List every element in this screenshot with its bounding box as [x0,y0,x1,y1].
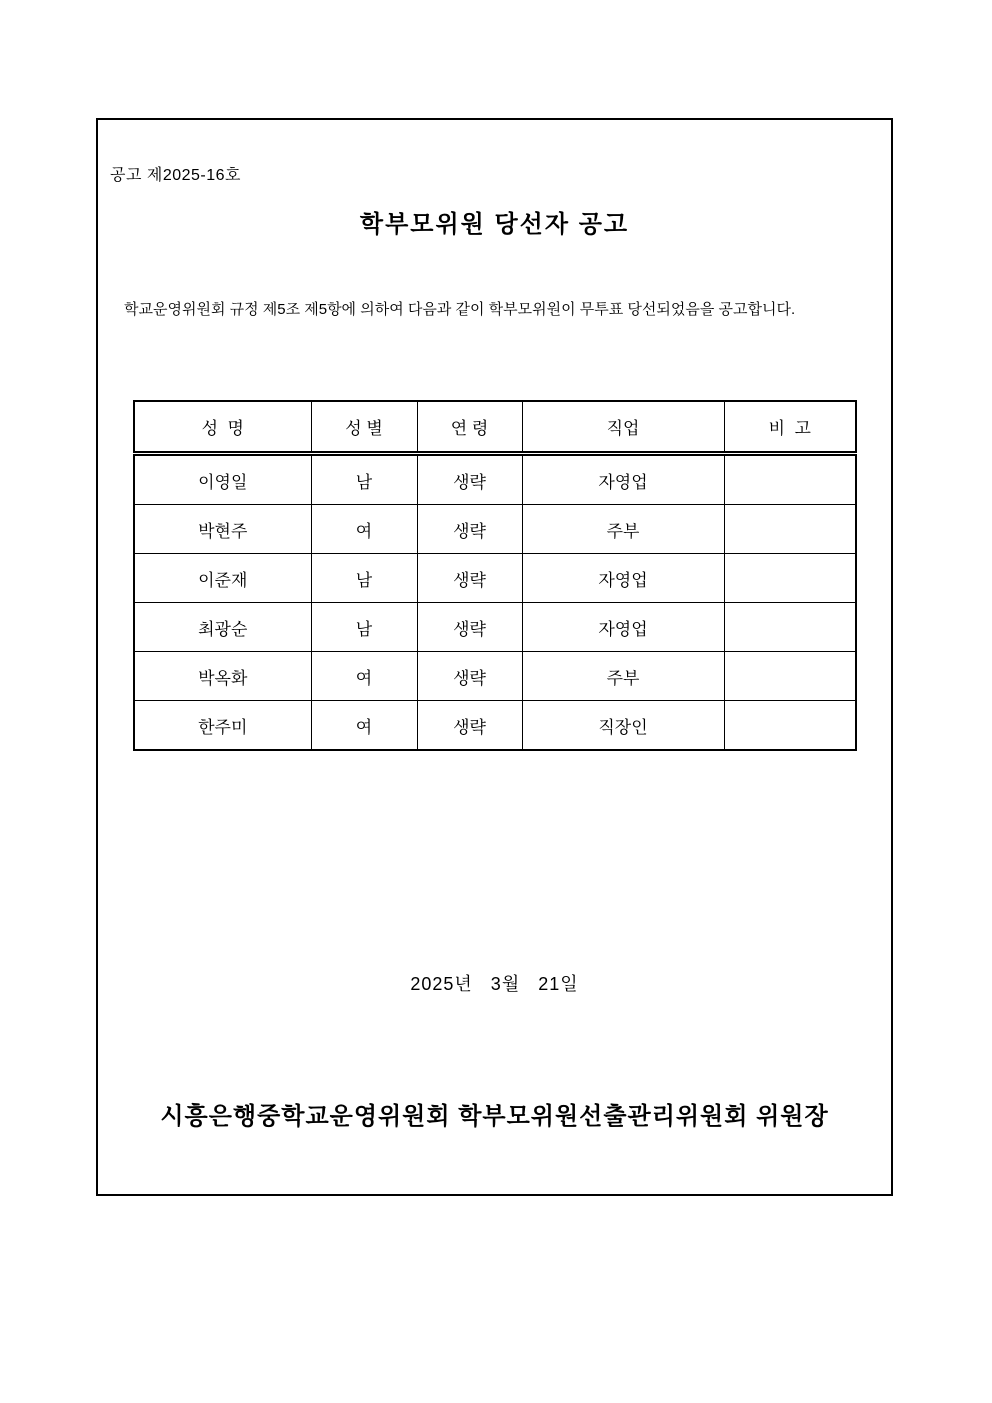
body-text: 학교운영위원회 규정 제5조 제5항에 의하여 다음과 같이 학부모위원이 무투표 당선되었음을 공고합니다. [124,301,796,318]
page-border [96,118,893,1196]
cell-occupation: 자영업 [522,454,724,505]
cell-occupation: 주부 [522,505,724,554]
doc-number: 공고 제2025-16호 [110,167,241,184]
table-row [134,554,856,603]
column-header-remarks: 비 고 [724,401,856,454]
cell-age: 생략 [417,603,522,652]
table-row [134,603,856,652]
cell-remarks [724,652,856,701]
cell-gender: 남 [311,603,417,652]
cell-age: 생략 [417,701,522,751]
cell-gender: 여 [311,701,417,751]
table-row [134,701,856,751]
column-header-age: 연 령 [417,401,522,454]
cell-age: 생략 [417,454,522,505]
cell-age: 생략 [417,652,522,701]
signature-line: 시흥은행중학교운영위원회 학부모위원선출관리위원회 위원장 [160,1103,829,1130]
cell-occupation: 자영업 [522,554,724,603]
cell-age: 생략 [417,554,522,603]
doc-date: 2025년 3월 21일 [410,974,579,994]
table-row [134,505,856,554]
cell-remarks [724,603,856,652]
cell-remarks [724,505,856,554]
column-header-occupation: 직업 [522,401,724,454]
members-table [133,400,857,751]
cell-gender: 여 [311,505,417,554]
cell-gender: 여 [311,652,417,701]
page-title: 학부모위원 당선자 공고 [359,211,630,238]
cell-name: 한주미 [134,701,311,751]
cell-name: 이준재 [134,554,311,603]
cell-name: 최광순 [134,603,311,652]
table-header-row [134,401,856,454]
cell-age: 생략 [417,505,522,554]
cell-gender: 남 [311,554,417,603]
cell-occupation: 주부 [522,652,724,701]
table-row [134,454,856,505]
column-header-gender: 성 별 [311,401,417,454]
cell-remarks [724,701,856,751]
cell-name: 이영일 [134,454,311,505]
cell-remarks [724,454,856,505]
cell-occupation: 직장인 [522,701,724,751]
cell-occupation: 자영업 [522,603,724,652]
cell-gender: 남 [311,454,417,505]
cell-remarks [724,554,856,603]
cell-name: 박현주 [134,505,311,554]
table-row [134,652,856,701]
cell-name: 박옥화 [134,652,311,701]
column-header-name: 성 명 [134,401,311,454]
